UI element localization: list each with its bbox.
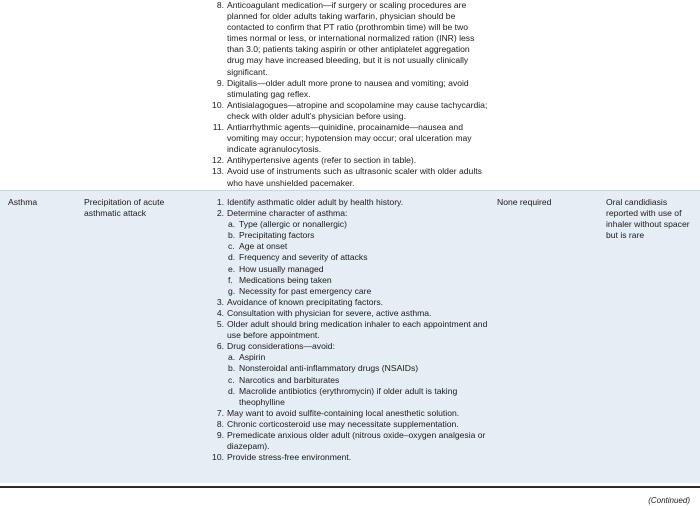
drugs-to-avoid-sublist	[227, 352, 489, 407]
sub-list-item: d. Macrolide antibiotics (erythromycin) if older adult is taking theophylline	[228, 385, 458, 407]
list-item: 1. Identify asthmatic older adult by health history.	[216, 197, 404, 207]
list-item: 11. Antiarrhythmic agents—quinidine, procainamide—nausea and vomiting may occur; hypotension may occur; oral ulceration may indicate agranulocytosis.	[212, 122, 472, 155]
asthma-character-sublist	[227, 219, 489, 297]
modification-cell: None required	[497, 197, 552, 207]
list-item: 12. Antihypertensive agents (refer to section in table).	[212, 155, 417, 166]
sub-list-item: b. Precipitating factors	[228, 230, 315, 241]
table-bottom-rule	[0, 486, 700, 488]
list-item: 10. Antisialagogues—atropine and scopolamine may cause tachycardia; check with older adult’s physician before using.	[212, 99, 488, 121]
previous-row-management-continuation	[212, 0, 489, 189]
continued-note: (Continued)	[648, 496, 690, 505]
list-item: 9. Digitalis—older adult more prone to nausea and vomiting; avoid stimulating gag reflex.	[216, 77, 469, 99]
sub-list-item: c. Narcotics and barbiturates	[228, 374, 340, 385]
list-item: 2. Determine character of asthma: a. Type (allergic or nonallergic) b. Precipitating factors c. Age at onset d. Frequency and severity of attacks e. How usually managed f. Medications being taken g. Necessity for past emergency care	[227, 208, 489, 297]
list-item: 10. Provide stress-free environment.	[212, 452, 352, 463]
sub-list-item: a. Aspirin	[228, 352, 266, 363]
management-cell	[212, 197, 489, 463]
oral-manifestation-cell: Oral candidiasis reported with use of inhaler without spacer but is rare	[606, 197, 690, 241]
list-item: 5. Older adult should bring medication inhaler to each appointment and use before appointment.	[216, 319, 488, 341]
sub-list-item: e. How usually managed	[228, 263, 324, 274]
condition-cell: Asthma	[8, 197, 38, 207]
list-item: 8. Anticoagulant medication—if surgery or scaling procedures are planned for older adults taking warfarin, physician should be contacted to confirm that PT ratio (prothrombin time) will be two times normal or less, or international normalized ration (INR) less than 3.0; patients taking aspirin or other antiplatelet aggregation drug may have increased bleeding, but it is not usually clinically significant.	[216, 0, 475, 77]
sub-list-item: d. Frequency and severity of attacks	[228, 252, 368, 263]
list-item: 3. Avoidance of known precipitating factors.	[216, 296, 384, 307]
row-divider	[0, 190, 700, 191]
sub-list-item: c. Age at onset	[228, 241, 288, 252]
list-item: 7. May want to avoid sulfite-containing local anesthetic solution.	[216, 407, 460, 418]
complication-cell: Precipitation of acute asthmatic attack	[84, 197, 165, 219]
list-item: 9. Premedicate anxious older adult (nitrous oxide–oxygen analgesia or diazepam).	[216, 429, 486, 452]
sub-list-item: b. Nonsteroidal anti-inflammatory drugs (NSAIDs)	[228, 363, 419, 374]
sub-list-item: a. Type (allergic or nonallergic)	[228, 219, 347, 230]
list-item: 6. Drug considerations—avoid: a. Aspirin b. Nonsteroidal anti-inflammatory drugs (NSAIDs) c. Narcotics and barbiturates d. Macrolide antibiotics (erythromycin) if older adult is taking theophylline	[227, 341, 489, 408]
list-item: 8. Chronic corticosteroid use may necessitate supplementation.	[216, 418, 459, 429]
list-item: 13. Avoid use of instruments such as ultrasonic scaler with older adults who have unshielded pacemaker.	[212, 166, 482, 188]
sub-list-item: f. Medications being taken	[228, 274, 332, 285]
list-item: 4. Consultation with physician for severe, active asthma.	[216, 307, 432, 318]
sub-list-item: g. Necessity for past emergency care	[228, 285, 372, 296]
